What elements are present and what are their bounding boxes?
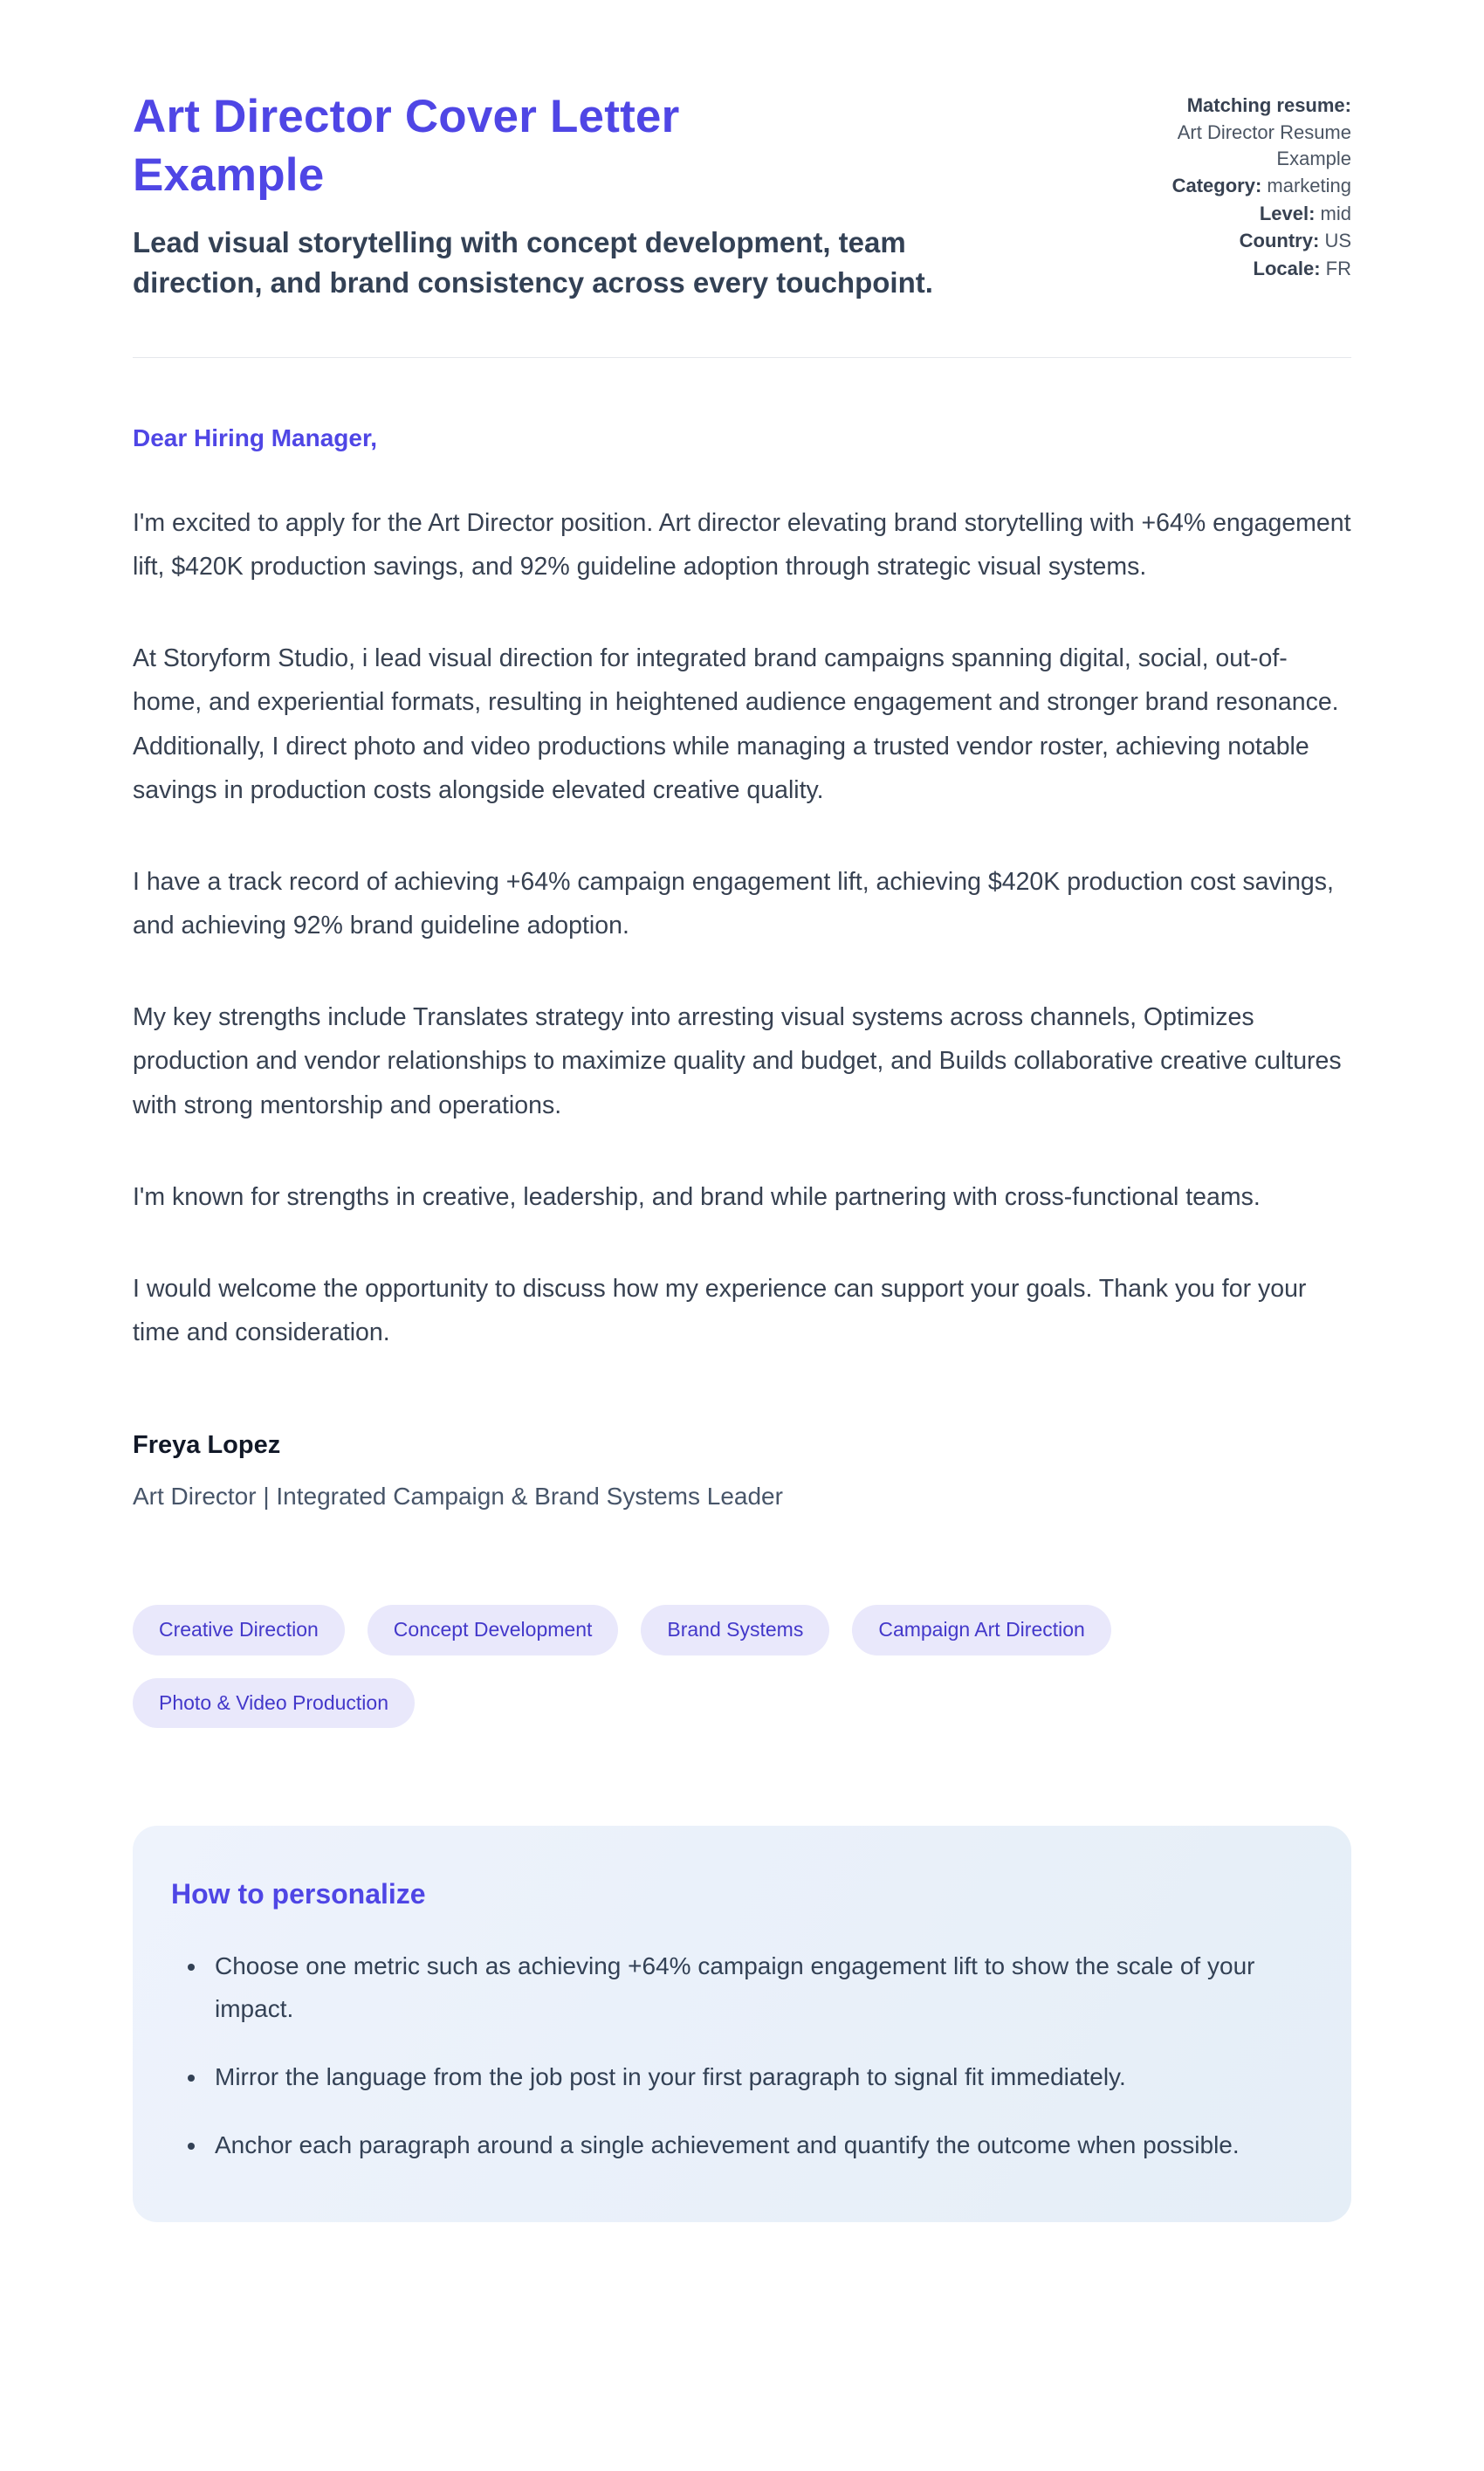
skill-tag: Brand Systems bbox=[641, 1605, 829, 1655]
letter-paragraph: I would welcome the opportunity to discuss how my experience can support your goals. Thank you for your time and consideration. bbox=[133, 1274, 1307, 1346]
meta-category: Category: marketing bbox=[1171, 175, 1351, 197]
personalize-tip: • Anchor each paragraph around a single achievement and quantify the outcome when possible. bbox=[208, 2124, 1290, 2166]
personalize-tip: • Mirror the language from the job post in your first paragraph to signal fit immediately. bbox=[208, 2056, 1290, 2098]
matching-resume-value: Art Director Resume Example bbox=[1177, 121, 1351, 169]
meta-locale: Locale: FR bbox=[1253, 257, 1351, 279]
letter-paragraph: At Storyform Studio, i lead visual direction for integrated brand campaigns spanning digital, social, out-of-home, and experiential formats, resulting in heightened audience engagement and stronger brand resonance. Additionally, I direct photo and video productions while managing a trusted vendor roster, achieving notable savings in production costs alongside elevated creative quality. bbox=[133, 644, 1339, 804]
meta-country: Country: US bbox=[1239, 230, 1351, 252]
skill-tag: Creative Direction bbox=[133, 1605, 345, 1655]
matching-resume-label: Matching resume: bbox=[1186, 94, 1351, 116]
header bbox=[133, 87, 1351, 303]
signature-name: Freya Lopez bbox=[133, 1431, 281, 1460]
personalize-tips bbox=[171, 1945, 1290, 2166]
header-divider bbox=[133, 357, 1351, 358]
salutation: Dear Hiring Manager, bbox=[133, 423, 378, 451]
letter-paragraph: I'm excited to apply for the Art Director position. Art director elevating brand storytelling with +64% engagement lift, $420K production savings, and 92% guideline adoption through strategic visual systems. bbox=[133, 508, 1351, 582]
personalize-card bbox=[133, 1826, 1351, 2222]
personalize-tip: • Choose one metric such as achieving +64% campaign engagement lift to show the scale of your impact. bbox=[208, 1945, 1290, 2029]
resume-meta bbox=[1123, 87, 1351, 283]
skill-tag: Campaign Art Direction bbox=[852, 1605, 1111, 1655]
personalize-heading: How to personalize bbox=[171, 1878, 426, 1910]
header-left bbox=[133, 87, 1088, 303]
meta-level: Level: mid bbox=[1259, 202, 1351, 224]
page-subtitle: Lead visual storytelling with concept development, team direction, and brand consistency across every touchpoint. bbox=[133, 225, 933, 299]
skill-tag: Concept Development bbox=[368, 1605, 619, 1655]
letter-paragraph: I'm known for strengths in creative, leadership, and brand while partnering with cross-functional teams. bbox=[133, 1182, 1261, 1211]
letter-paragraph: I have a track record of achieving +64% campaign engagement lift, achieving $420K production cost savings, and achieving 92% brand guideline adoption. bbox=[133, 867, 1334, 940]
signature-title: Art Director | Integrated Campaign & Brand Systems Leader bbox=[133, 1483, 783, 1511]
skill-tags bbox=[133, 1605, 1351, 1728]
letter-paragraph: My key strengths include Translates strategy into arresting visual systems across channels, Optimizes production and vendor relationships to maximize quality and budget, and Builds collaborative creative cultures with strong mentorship and operations. bbox=[133, 1003, 1342, 1119]
skill-tag: Photo & Video Production bbox=[133, 1678, 415, 1729]
letter-body bbox=[133, 424, 1351, 1511]
page-title: Art Director Cover Letter Example bbox=[133, 91, 680, 202]
